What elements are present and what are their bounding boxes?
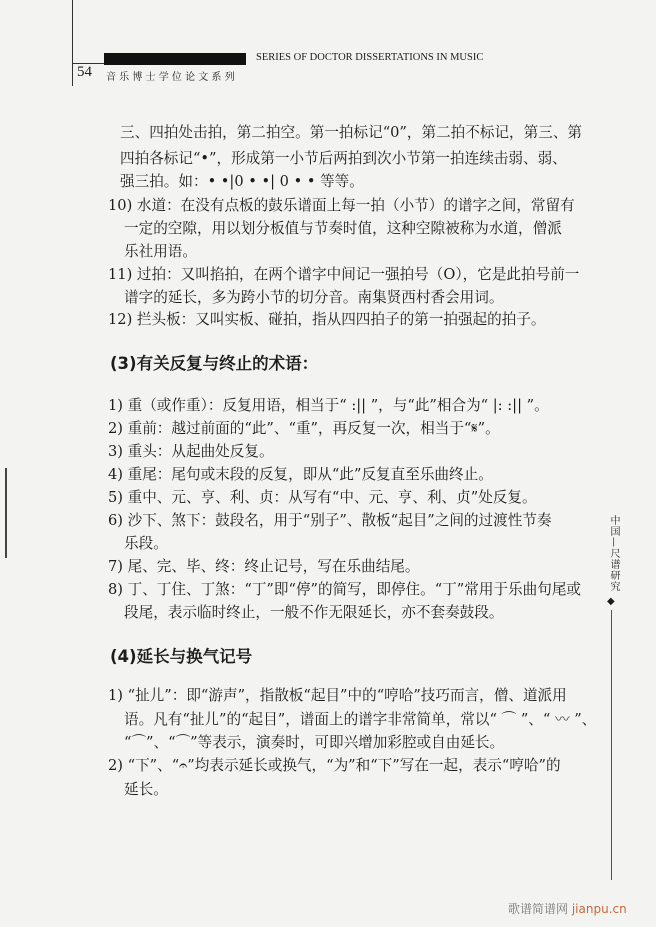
list-item: 1) “扯儿”：即“游声”，指散板“起目”中的“哼哈”技巧而言，僧、道派用 — [108, 687, 567, 704]
section-heading-4: (4)延长与换气记号 — [110, 647, 253, 666]
list-item: “⌒”、“⌒”等表示，演奏时，可即兴增加彩腔或自由延长。 — [124, 734, 505, 751]
text-line: 一定的空隙，用以划分板值与节奏时值，这种空隙被称为水道，僧派 — [124, 220, 562, 237]
diamond-icon: ◆ — [607, 596, 615, 607]
page-number: 54 — [77, 64, 92, 80]
list-item: 乐段。 — [124, 535, 168, 552]
list-item: 语。凡有“扯儿”的“起目”，谱面上的谱字非常简单，常以“ ⌒ ”、“ 〰 ”、 — [124, 711, 597, 728]
list-item: 5) 重中、元、亨、利、贞：从写有“中、元、亨、利、贞”处反复。 — [108, 489, 537, 506]
series-title-cn: 音 乐 博 士 学 位 论 文 系 列 — [106, 72, 235, 83]
series-title-en: SERIES OF DOCTOR DISSERTATIONS IN MUSIC — [256, 52, 484, 63]
section-heading-3: (3)有关反复与终止的术语： — [110, 354, 319, 373]
list-item: 段尾，表示临时终止，一般不作无限延长，亦不套奏鼓段。 — [124, 604, 504, 621]
side-rule — [611, 610, 612, 880]
list-item: 6) 沙下、煞下：鼓段名，用于“别子”、散板“起目”之间的过渡性节奏 — [108, 512, 552, 529]
list-item: 2) “下”、“𝄐”均表示延长或换气，“为”和“下”写在一起，表示“哼哈”的 — [108, 757, 561, 774]
text-line: 10) 水道：在没有点板的鼓乐谱面上每一拍（小节）的谱字之间，常留有 — [108, 197, 575, 214]
list-item: 4) 重尾：尾句或末段的反复，即从“此”反复直至乐曲终止。 — [108, 466, 493, 483]
text-line: 强三拍。如：• •|0 • •| 0 • • 等等。 — [120, 173, 364, 190]
scan-margin-mark — [5, 468, 7, 558]
header-black-bar — [104, 53, 246, 65]
list-item: 7) 尾、完、毕、终：终止记号，写在乐曲结尾。 — [108, 558, 420, 575]
text-line: 11) 过拍：又叫掐拍，在两个谱字中间记一强拍号（O），它是此拍号前一 — [108, 266, 580, 283]
text-line: 12) 拦头板：又叫实板、碰拍，指从四四拍子的第一拍强起的拍子。 — [108, 311, 546, 328]
watermark-en: jianpu.cn — [571, 902, 627, 916]
list-item: 3) 重头：从起曲处反复。 — [108, 443, 274, 460]
list-item: 8) 丁、丁住、丁煞：“丁”即“停”的简写，即停住。“丁”常用于乐曲句尾或 — [108, 581, 582, 598]
text-line: 谱字的延长，多为跨小节的切分音。南集贤西村香会用词。 — [124, 289, 504, 306]
list-item: 1) 重（或作重）：反复用语，相当于“ :|| ”，与“此”相合为“ |: :|| ”。 — [108, 397, 549, 414]
watermark — [508, 900, 627, 917]
text-line: 三、四拍处击拍，第二拍空。第一拍标记“0”，第二拍不标记，第三、第 — [120, 124, 583, 141]
list-item: 延长。 — [124, 781, 168, 798]
side-label: 中国—尺谱研究 — [608, 515, 619, 592]
list-item: 2) 重前：越过前面的“此”、“重”，再反复一次，相当于“𝄋”。 — [108, 420, 500, 437]
header-rule-vertical — [72, 0, 73, 86]
watermark-cn: 歌谱简谱网 — [508, 902, 569, 916]
text-line: 乐社用语。 — [124, 243, 197, 260]
text-line: 四拍各标记“•”，形成第一小节后两拍到次小节第一拍连续击弱、弱、 — [120, 150, 567, 167]
